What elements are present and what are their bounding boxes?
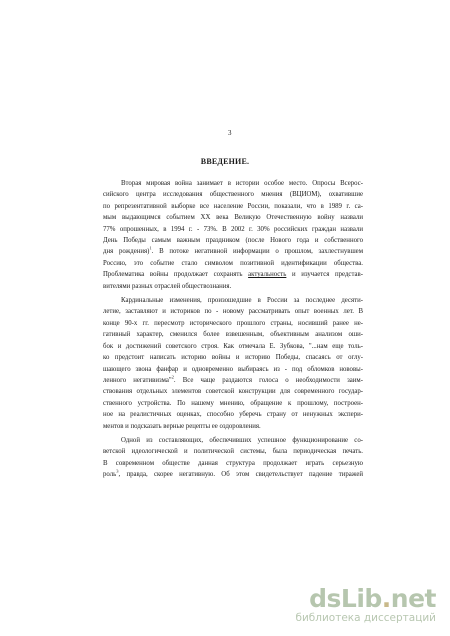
- watermark-subtitle: библиотека диссертаций: [295, 612, 436, 624]
- text-line: вителями разных отраслей обществознания.: [103, 282, 232, 290]
- paragraph-3: [103, 435, 363, 481]
- text-line: [103, 469, 363, 480]
- text-line: Вторая мировая война занимает в истории особое место. Опросы Всерос-: [121, 180, 363, 187]
- footnote-ref[interactable]: 1: [149, 246, 152, 252]
- text-fragment: роль: [103, 471, 117, 479]
- text-fragment: ленного негативизма": [103, 376, 172, 384]
- logo-dot: .: [381, 584, 391, 613]
- logo-main: dsLib: [309, 584, 382, 613]
- text-line: ственного устройства. По нашему мнению, обращение к прошлому, построен-: [103, 399, 363, 407]
- text-line: шающего звона фанфар и одновременно выбираясь из - под обломков нововы-: [103, 365, 363, 373]
- text-fragment: , правда, скорее негативную. Об этом свидетельствует падение тиражей: [118, 471, 363, 479]
- text-line: День Победы самым важным праздником (после Нового года и собственного: [103, 237, 363, 245]
- text-line: Одной из составляющих, обеспечивших успешное функционирование со-: [121, 436, 363, 444]
- text-line: ствования отдельных элементов советской конструкции для современного государ-: [103, 388, 363, 396]
- text-line: [103, 246, 363, 257]
- watermark-logo: [295, 586, 436, 612]
- section-heading: ВВЕДЕНИЕ.: [200, 157, 250, 166]
- body-text: [103, 178, 363, 484]
- text-fragment: дня рождения): [103, 248, 150, 256]
- text-line: ко предстоит написать историю войны и историю Победы, спасаясь от оглу-: [103, 354, 363, 362]
- footnote-ref[interactable]: 2: [171, 374, 174, 380]
- page-number: 3: [228, 129, 232, 137]
- text-line: ментов и подсказать верные рецепты ее оздоровления.: [103, 422, 261, 430]
- text-line: ветской идеологической и политической системы, была периодическая печать.: [103, 448, 363, 456]
- text-line: мым выдающимся событием XX века Великую Отечественную войну назвали: [103, 214, 363, 222]
- text-line: Россию, это событие стало символом позитивной идентификации общества.: [103, 259, 363, 267]
- text-fragment: . В потоке негативной информации о прошлом, захлестнувшем: [151, 248, 363, 256]
- text-line: по репрезентативной выборке все население России, показали, что в 1989 г. са-: [103, 202, 363, 210]
- text-line: бок и достижений советского строя. Как отмечала Е. Зубкова, "...нам еще толь-: [103, 342, 363, 350]
- text-line: ное на реалистичных оценках, способно уберечь страну от ненужных экспери-: [103, 411, 363, 419]
- text-fragment: . Все чаще раздаются голоса о необходимости заим-: [173, 376, 363, 384]
- text-line: летие, заставляют и историков по - новому рассматривать опыт военных лет. В: [103, 308, 363, 316]
- text-line: [103, 375, 363, 386]
- site-watermark[interactable]: [295, 586, 436, 624]
- paragraph-2: [103, 295, 363, 432]
- text-line: гативный характер, сменился более взвешенным, объективным анализом оши-: [103, 331, 363, 339]
- text-line: 77% опрошенных, в 1994 г. - 73%. В 2002 г. 30% российских граждан назвали: [103, 225, 363, 233]
- text-fragment: и изучается представ-: [286, 271, 363, 279]
- text-fragment: Проблематика войны продолжает сохранять: [103, 271, 249, 279]
- paragraph-1: [103, 178, 363, 292]
- text-line: Кардинальные изменения, произошедшие в России за последнее десяти-: [121, 297, 363, 305]
- text-line: В современном обществе данная структура продолжает играть серьезную: [103, 459, 363, 467]
- footnote-ref[interactable]: 3: [116, 469, 119, 474]
- underlined-term: актуальность: [248, 271, 287, 279]
- text-line: конце 90-х гг. пересмотр исторического прошлого страны, носивший ранее не-: [103, 319, 363, 327]
- logo-tld: net: [390, 584, 436, 613]
- text-line: сийского центра исследования общественного мнения (ВЦИОМ), охватившие: [103, 191, 363, 199]
- text-line: [103, 269, 363, 280]
